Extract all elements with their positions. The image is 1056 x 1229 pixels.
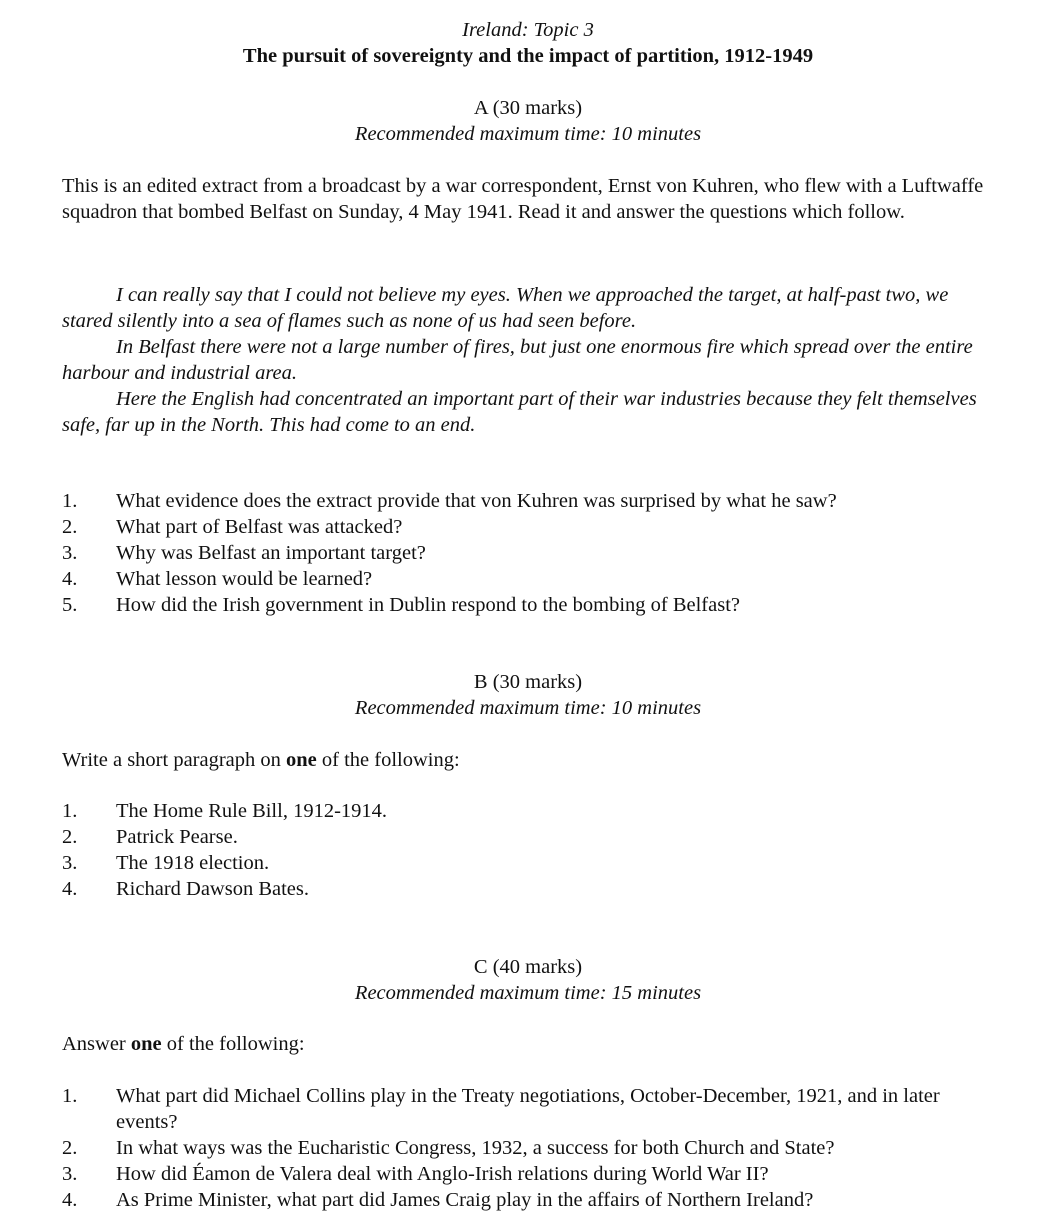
question-number: 4. xyxy=(62,1189,78,1211)
question-text: The Home Rule Bill, 1912-1914. xyxy=(116,800,388,822)
question-text: The 1918 election. xyxy=(116,852,270,874)
question-number: 1. xyxy=(62,800,78,822)
section-c-instruction xyxy=(62,1031,992,1057)
question-text: How did Éamon de Valera deal with Anglo-Irish relations during World War II? xyxy=(116,1163,769,1185)
section-c-time: Recommended maximum time: 15 minutes xyxy=(354,982,702,1004)
question-item xyxy=(62,1083,992,1135)
question-text: Why was Belfast an important target? xyxy=(116,542,426,564)
instruction-text: Answer xyxy=(62,1033,131,1055)
section-b-questions xyxy=(62,798,992,902)
question-item xyxy=(62,592,992,618)
question-text: What evidence does the extract provide that von Kuhren was surprised by what he saw? xyxy=(116,490,837,512)
question-item xyxy=(62,876,992,902)
question-item xyxy=(62,540,992,566)
question-number: 3. xyxy=(62,542,78,564)
extract-paragraph: I can really say that I could not believe my eyes. When we approached the target, at half-past two, we stared silently into a sea of flames such as none of us had seen before. xyxy=(62,284,949,332)
topic-label: Ireland: Topic 3 xyxy=(462,19,594,41)
section-a-heading: A (30 marks) xyxy=(473,97,583,119)
section-a-intro: This is an edited extract from a broadcast by a war correspondent, Ernst von Kuhren, who flew with a Luftwaffe squadron that bombed Belfast on Sunday, 4 May 1941. Read it and answer the questions which follow. xyxy=(62,175,984,223)
extract-paragraph: In Belfast there were not a large number of fires, but just one enormous fire which spread over the entire harbour and industrial area. xyxy=(62,336,973,384)
question-item xyxy=(62,824,992,850)
instruction-text: of the following: xyxy=(161,1033,305,1055)
source-extract xyxy=(62,282,992,438)
instruction-text: Write a short paragraph on xyxy=(62,749,287,771)
section-b-time: Recommended maximum time: 10 minutes xyxy=(354,697,702,719)
question-item xyxy=(62,850,992,876)
page-title: The pursuit of sovereignty and the impact of partition, 1912-1949 xyxy=(242,45,814,67)
question-number: 1. xyxy=(62,1085,78,1107)
question-item xyxy=(62,1135,992,1161)
question-text: What part of Belfast was attacked? xyxy=(116,516,403,538)
question-number: 4. xyxy=(62,568,78,590)
question-item xyxy=(62,1187,992,1213)
question-number: 4. xyxy=(62,878,78,900)
question-item xyxy=(62,566,992,592)
section-c-heading: C (40 marks) xyxy=(473,956,583,978)
section-c-questions xyxy=(62,1083,992,1213)
question-item xyxy=(62,488,992,514)
section-b-heading: B (30 marks) xyxy=(473,671,583,693)
question-text: What part did Michael Collins play in the Treaty negotiations, October-December, 1921, and in later events? xyxy=(116,1085,940,1133)
extract-paragraph: Here the English had concentrated an important part of their war industries because they felt themselves safe, far up in the North. This had come to an end. xyxy=(62,388,977,436)
section-a-questions xyxy=(62,488,992,618)
instruction-emphasis: one xyxy=(286,749,317,771)
question-number: 1. xyxy=(62,490,78,512)
question-text: In what ways was the Eucharistic Congress, 1932, a success for both Church and State? xyxy=(116,1137,835,1159)
question-number: 3. xyxy=(62,852,78,874)
question-item xyxy=(62,1161,992,1187)
question-text: What lesson would be learned? xyxy=(116,568,373,590)
instruction-emphasis: one xyxy=(130,1033,162,1055)
question-item xyxy=(62,514,992,540)
section-b-instruction xyxy=(62,747,992,773)
question-number: 2. xyxy=(62,516,78,538)
question-text: How did the Irish government in Dublin respond to the bombing of Belfast? xyxy=(116,594,741,616)
instruction-text: of the following: xyxy=(316,749,460,771)
question-number: 2. xyxy=(62,1137,78,1159)
question-text: Richard Dawson Bates. xyxy=(116,878,309,900)
section-a-time: Recommended maximum time: 10 minutes xyxy=(354,123,702,145)
question-number: 3. xyxy=(62,1163,78,1185)
question-number: 5. xyxy=(62,594,78,616)
question-item xyxy=(62,798,992,824)
question-text: Patrick Pearse. xyxy=(116,826,238,848)
question-text: As Prime Minister, what part did James Craig play in the affairs of Northern Ireland? xyxy=(116,1189,814,1211)
question-number: 2. xyxy=(62,826,78,848)
